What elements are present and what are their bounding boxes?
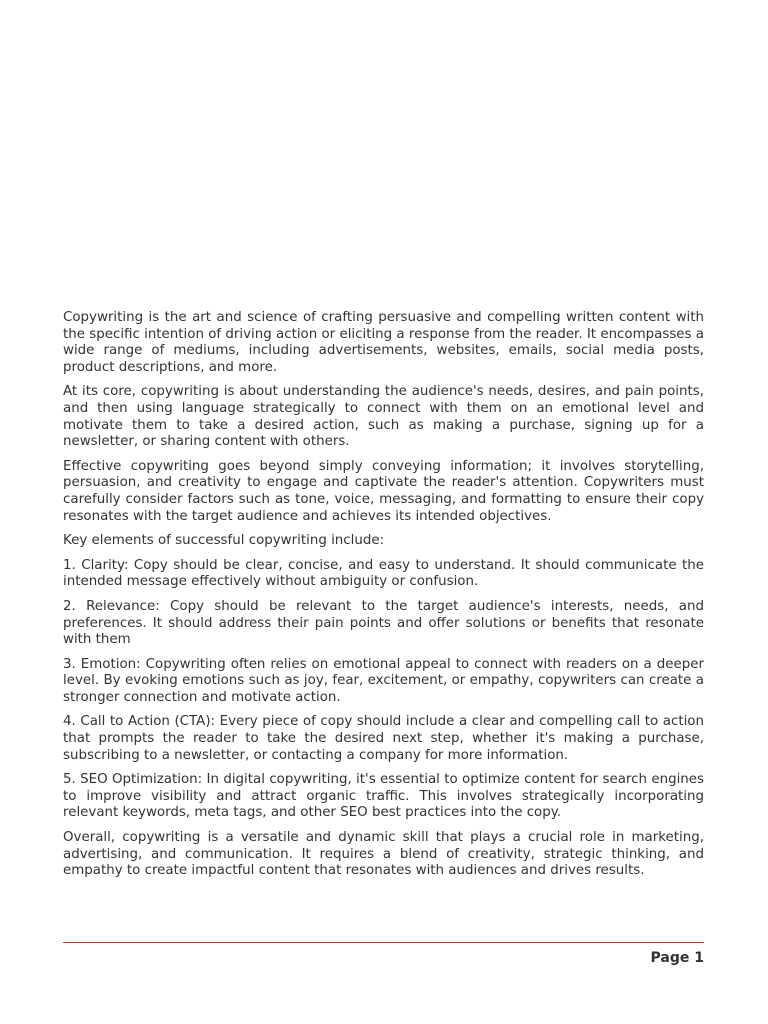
paragraph-intro: Copywriting is the art and science of crafting persuasive and compelling written content with the specific intention of driving action or eliciting a response from the reader. It encompasses a wide range of mediums, including advertisements, websites, emails, social media posts, product descriptions, and more. xyxy=(63,310,704,375)
list-item-emotion: 3. Emotion: Copywriting often relies on emotional appeal to connect with readers on a deeper level. By evoking emotions such as joy, fear, excitement, or empathy, copywriters can create a stronger connection and motivate action. xyxy=(63,656,704,705)
paragraph-overall: Overall, copywriting is a versatile and dynamic skill that plays a crucial role in marketing, advertising, and communication. It requires a blend of creativity, strategic thinking, and empathy to create impactful content that resonates with audiences and drives results. xyxy=(63,830,704,879)
list-item-cta: 4. Call to Action (CTA): Every piece of copy should include a clear and compelling call to action that prompts the reader to take the desired next step, whether it's making a purchase, subscribing to a newsletter, or contacting a company for more information. xyxy=(63,714,704,763)
paragraph-key-elements-heading: Key elements of successful copywriting include: xyxy=(63,533,385,549)
paragraph-core: At its core, copywriting is about understanding the audience's needs, desires, and pain points, and then using language strategically to connect with them on an emotional level and motivate them to take a desired action, such as making a purchase, signing up for a newsletter, or sharing content with others. xyxy=(63,384,704,450)
list-item-seo: 5. SEO Optimization: In digital copywriting, it's essential to optimize content for search engines to improve visibility and attract organic traffic. This involves strategically incorporating relevant keywords, meta tags, and other SEO best practices into the copy. xyxy=(63,772,704,821)
paragraph-effective: Effective copywriting goes beyond simply conveying information; it involves storytelling, persuasion, and creativity to engage and captivate the reader's attention. Copywriters must carefully consider factors such as tone, voice, messaging, and formatting to ensure their copy resonates with the target audience and achieves its intended objectives. xyxy=(63,458,704,524)
list-item-clarity: 1. Clarity: Copy should be clear, concise, and easy to understand. It should communicate the intended message effectively without ambiguity or confusion. xyxy=(63,557,704,590)
footer-divider xyxy=(63,942,704,943)
body-text xyxy=(63,310,704,888)
list-item-relevance: 2. Relevance: Copy should be relevant to the target audience's interests, needs, and preferences. It should address their pain points and offer solutions or benefits that resonate with them xyxy=(63,598,704,648)
page-number: Page 1 xyxy=(650,950,704,966)
